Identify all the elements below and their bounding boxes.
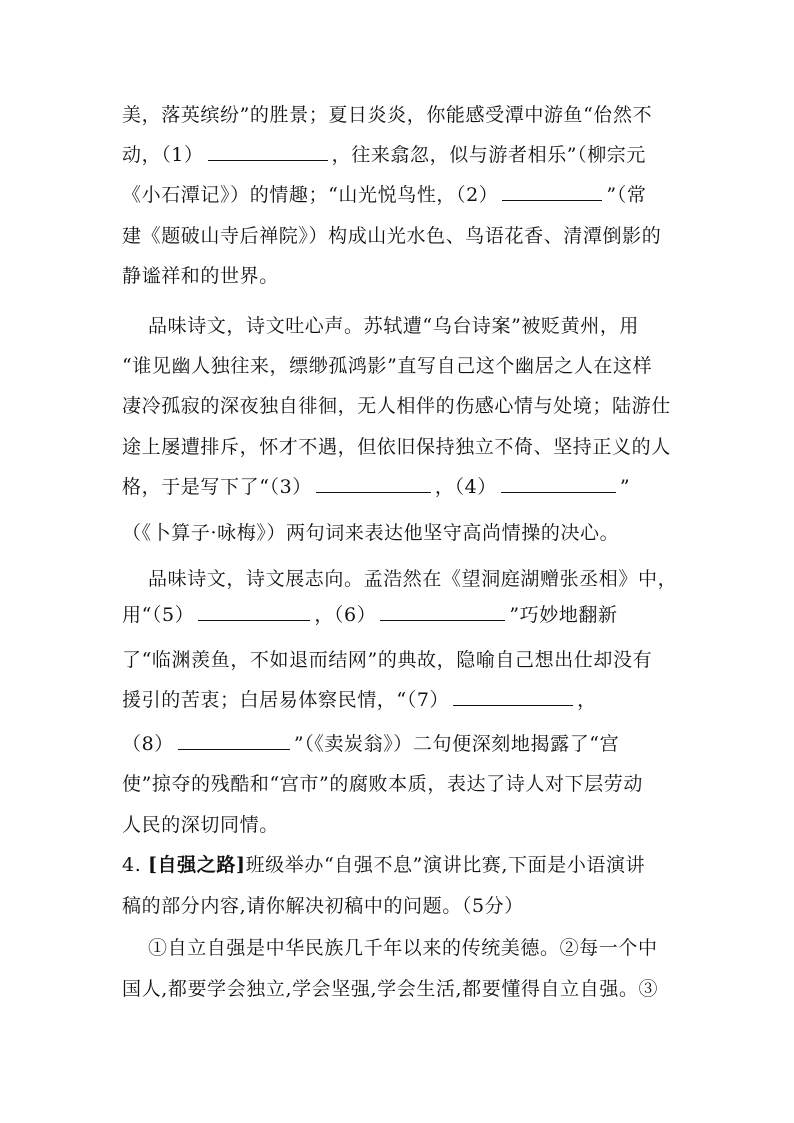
answer-blank-2[interactable]: [502, 178, 602, 201]
text-span: 《小石潭记》）的情趣；“山光悦鸟性，（2）: [122, 184, 499, 206]
answer-blank-4[interactable]: [501, 470, 616, 493]
text-line: [122, 806, 682, 844]
answer-blank-5[interactable]: [198, 598, 310, 621]
text-span: 静谧祥和的世界。: [122, 265, 279, 287]
answer-blank-1[interactable]: [208, 138, 328, 161]
text-span: （8）: [122, 733, 174, 755]
text-line: [122, 596, 682, 634]
question-number: 4.: [122, 854, 142, 876]
text-line: [122, 765, 682, 803]
text-span: 动，（1）: [122, 144, 204, 166]
text-line: [148, 929, 682, 967]
text-line: [122, 725, 682, 763]
text-span: “谁见幽人独往来，缥缈孤鸿影”直写自己这个幽居之人在这样: [122, 355, 653, 377]
text-line: [122, 387, 682, 425]
text-line: [122, 468, 682, 506]
text-line: [122, 514, 682, 552]
answer-blank-6[interactable]: [380, 598, 505, 621]
text-line: [122, 136, 682, 174]
text-line: [148, 560, 682, 598]
text-span: ，（6）: [314, 604, 377, 626]
text-span: 稿的部分内容,请你解决初稿中的问题。（5分）: [122, 895, 524, 917]
text-span: ”（常: [606, 184, 647, 206]
answer-blank-3[interactable]: [316, 470, 431, 493]
text-span: 品味诗文，诗文吐心声。苏轼遭“乌台诗案”被贬黄州，用: [148, 315, 640, 337]
text-span: ，: [577, 689, 597, 711]
text-line: [122, 970, 682, 1008]
text-span: 格，于是写下了“（3）: [122, 476, 312, 498]
text-span: 品味诗文，诗文展志向。孟浩然在《望洞庭湖赠张丞相》中，: [148, 568, 678, 590]
text-span: 班级举办“自强不息”演讲比赛,下面是小语演讲: [245, 854, 646, 876]
text-span: （《卜算子·咏梅》）两句词来表达他坚守高尚情操的决心。: [122, 522, 620, 544]
text-span: ，（4）: [434, 476, 497, 498]
text-span: 人民的深切同情。: [122, 814, 279, 836]
text-span: 使”掠夺的残酷和“宫市”的腐败本质，表达了诗人对下层劳动: [122, 773, 643, 795]
text-span: 建《题破山寺后禅院》）构成山光水色、鸟语花香、清潭倒影的: [122, 225, 662, 247]
text-line: [122, 347, 682, 385]
answer-blank-8[interactable]: [178, 727, 290, 750]
text-span: ，往来翕忽，似与游者相乐”（柳宗元: [331, 144, 647, 166]
text-line: [122, 887, 682, 925]
text-span: 途上屡遭排斥，怀才不遇，但依旧保持独立不倚、坚持正义的人: [122, 436, 671, 458]
text-span: 了“临渊羡鱼，不如退而结网”的典故，隐喻自己想出仕却没有: [122, 649, 653, 671]
text-line: [122, 257, 682, 295]
text-span: 凄冷孤寂的深夜独自徘徊，无人相伴的伤感心情与处境；陆游仕: [122, 395, 671, 417]
text-line: [122, 96, 682, 134]
text-line: [148, 307, 682, 345]
text-span: ”: [619, 476, 631, 498]
text-line: [122, 681, 682, 719]
text-span: ”巧妙地翻新: [509, 604, 618, 626]
question-4-line: [122, 846, 682, 884]
text-span: ”（《卖炭翁》）二句便深刻地揭露了“宫: [293, 733, 620, 755]
text-span: 援引的苦衷；白居易体察民情，“（7）: [122, 689, 450, 711]
question-tag: [自强之路]: [147, 854, 246, 876]
text-span: 国人,都要学会独立,学会坚强,学会生活,都要懂得自立自强。③: [122, 978, 659, 1000]
text-line: [122, 428, 682, 466]
text-line: [122, 217, 682, 255]
text-line: [122, 641, 682, 679]
answer-blank-7[interactable]: [453, 683, 573, 706]
text-span: 美，落英缤纷”的胜景；夏日炎炎，你能感受潭中游鱼“佁然不: [122, 104, 653, 126]
text-line: [122, 176, 682, 214]
text-span: ①自立自强是中华民族几千年以来的传统美德。②每一个中: [148, 937, 658, 959]
text-span: 用“（5）: [122, 604, 195, 626]
